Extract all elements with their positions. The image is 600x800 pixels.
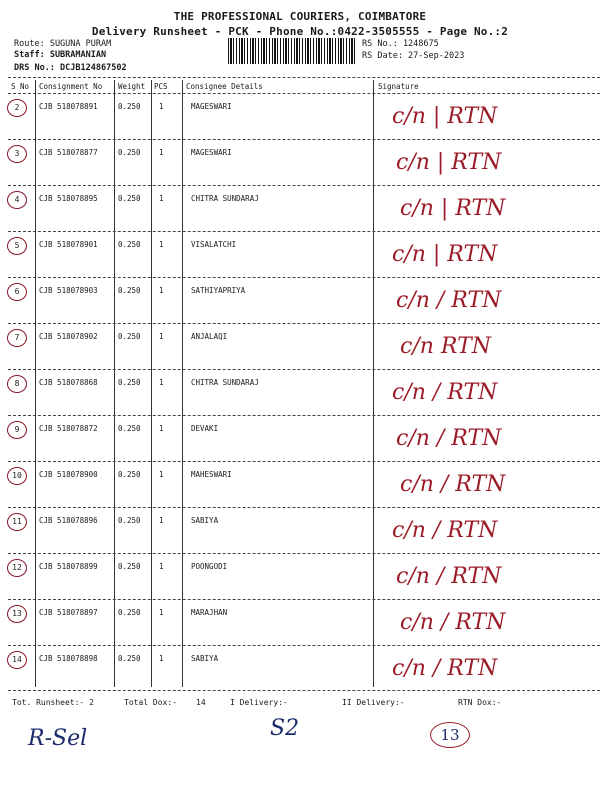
row-signature: c/n / RTN [392,656,498,681]
col-consignee-header: Consignee Details [186,82,263,91]
row-weight: 0.250 [118,240,141,249]
row-divider [8,185,600,186]
row-weight: 0.250 [118,608,141,617]
row-divider [8,231,600,232]
row-signature: c/n / RTN [400,472,506,497]
row-consignee: POONGODI [191,562,228,571]
col-pcs-header: PCS [154,82,168,91]
row-pcs: 1 [159,562,164,571]
col-divider [182,80,183,687]
row-consignee: DEVAKI [191,424,219,433]
row-consignment-no: CJB 518078872 [39,424,98,433]
row-signature: c/n | RTN [400,196,506,221]
row-weight: 0.250 [118,102,141,111]
table-top-rule [8,77,600,78]
row-consignee: VISALATCHI [191,240,237,249]
i-delivery-label: I Delivery:- [230,698,288,707]
row-weight: 0.250 [118,286,141,295]
col-signature-header: Signature [378,82,419,91]
handwritten-signature-left: R-Sel [28,726,88,751]
runsheet-subtitle: Delivery Runsheet - PCK - Phone No.:0422-3505555 - Page No.:2 [91,25,509,38]
row-sno-circle: 10 [7,467,27,485]
row-weight: 0.250 [118,516,141,525]
row-divider [8,369,600,370]
tot-runsheet: Tot. Runsheet:- 2 [12,698,94,707]
row-consignee: MAGESWARI [191,148,232,157]
row-signature: c/n / RTN [396,426,502,451]
row-pcs: 1 [159,240,164,249]
rtn-dox-label: RTN Dox:- [458,698,502,707]
row-divider [8,415,600,416]
row-signature: c/n | RTN [392,242,498,267]
row-consignee: SABIYA [191,654,219,663]
row-sno-circle: 12 [7,559,27,577]
total-dox-value: 14 [196,698,206,707]
col-consignment-header: Consignment No [39,82,103,91]
row-consignment-no: CJB 518078899 [39,562,98,571]
row-consignment-no: CJB 518078903 [39,286,98,295]
row-divider [8,599,600,600]
row-consignee: MAHESWARI [191,470,232,479]
row-pcs: 1 [159,654,164,663]
row-sno-circle: 7 [7,329,27,347]
row-signature: c/n | RTN [396,150,502,175]
row-consignment-no: CJB 518078868 [39,378,98,387]
row-consignment-no: CJB 518078895 [39,194,98,203]
col-divider [35,80,36,687]
col-sno-header: S No [11,82,30,91]
handwritten-signature-mid: S2 [270,716,300,741]
staff-label: Staff: SUBRAMANIAN [14,50,107,60]
row-signature: c/n / RTN [400,610,506,635]
row-consignee: ANJALAQI [191,332,228,341]
row-sno-circle: 6 [7,283,27,301]
row-consignment-no: CJB 518078901 [39,240,98,249]
row-divider [8,461,600,462]
row-consignee: SABIYA [191,516,219,525]
row-signature: c/n RTN [400,334,491,359]
row-pcs: 1 [159,148,164,157]
table-header-rule [8,93,600,94]
rs-number: RS No.: 1248675 [362,39,439,49]
row-divider [8,507,600,508]
row-pcs: 1 [159,286,164,295]
col-divider [151,80,152,687]
row-weight: 0.250 [118,654,141,663]
row-signature: c/n / RTN [396,564,502,589]
row-weight: 0.250 [118,424,141,433]
row-pcs: 1 [159,470,164,479]
row-signature: c/n / RTN [392,518,498,543]
row-consignment-no: CJB 518078891 [39,102,98,111]
row-consignment-no: CJB 518078898 [39,654,98,663]
row-consignee: SATHIYAPRIYA [191,286,246,295]
col-divider [373,80,374,687]
row-consignee: CHITRA SUNDARAJ [191,378,259,387]
row-pcs: 1 [159,102,164,111]
row-weight: 0.250 [118,194,141,203]
row-divider [8,553,600,554]
row-consignee: CHITRA SUNDARAJ [191,194,259,203]
row-pcs: 1 [159,608,164,617]
row-signature: c/n / RTN [396,288,502,313]
row-signature: c/n / RTN [392,380,498,405]
row-weight: 0.250 [118,562,141,571]
row-weight: 0.250 [118,470,141,479]
row-divider [8,323,600,324]
row-pcs: 1 [159,378,164,387]
row-signature: c/n | RTN [392,104,498,129]
barcode-image [228,38,356,64]
row-sno-circle: 3 [7,145,27,163]
row-divider [8,139,600,140]
row-sno-circle: 13 [7,605,27,623]
route-label: Route: SUGUNA PURAM [14,39,112,49]
row-consignee: MAGESWARI [191,102,232,111]
row-sno-circle: 9 [7,421,27,439]
total-dox-label: Total Dox:- [124,698,177,707]
row-consignment-no: CJB 518078896 [39,516,98,525]
row-sno-circle: 4 [7,191,27,209]
row-sno-circle: 2 [7,99,27,117]
col-weight-header: Weight [118,82,146,91]
row-pcs: 1 [159,194,164,203]
row-consignment-no: CJB 518078877 [39,148,98,157]
row-divider [8,277,600,278]
row-sno-circle: 11 [7,513,27,531]
row-divider [8,645,600,646]
row-consignee: MARAJHAN [191,608,228,617]
row-pcs: 1 [159,332,164,341]
rs-date: RS Date: 27-Sep-2023 [362,51,465,61]
row-consignment-no: CJB 518078900 [39,470,98,479]
col-divider [114,80,115,687]
row-consignment-no: CJB 518078902 [39,332,98,341]
row-weight: 0.250 [118,148,141,157]
row-sno-circle: 14 [7,651,27,669]
row-consignment-no: CJB 518078897 [39,608,98,617]
drs-number: DRS No.: DCJB124867502 [14,63,127,73]
row-sno-circle: 5 [7,237,27,255]
ii-delivery-label: II Delivery:- [342,698,405,707]
row-pcs: 1 [159,516,164,525]
circled-count: 13 [430,722,470,748]
row-weight: 0.250 [118,378,141,387]
table-bottom-rule [8,690,600,691]
company-title: THE PROFESSIONAL COURIERS, COIMBATORE [173,10,427,23]
row-weight: 0.250 [118,332,141,341]
row-sno-circle: 8 [7,375,27,393]
row-pcs: 1 [159,424,164,433]
